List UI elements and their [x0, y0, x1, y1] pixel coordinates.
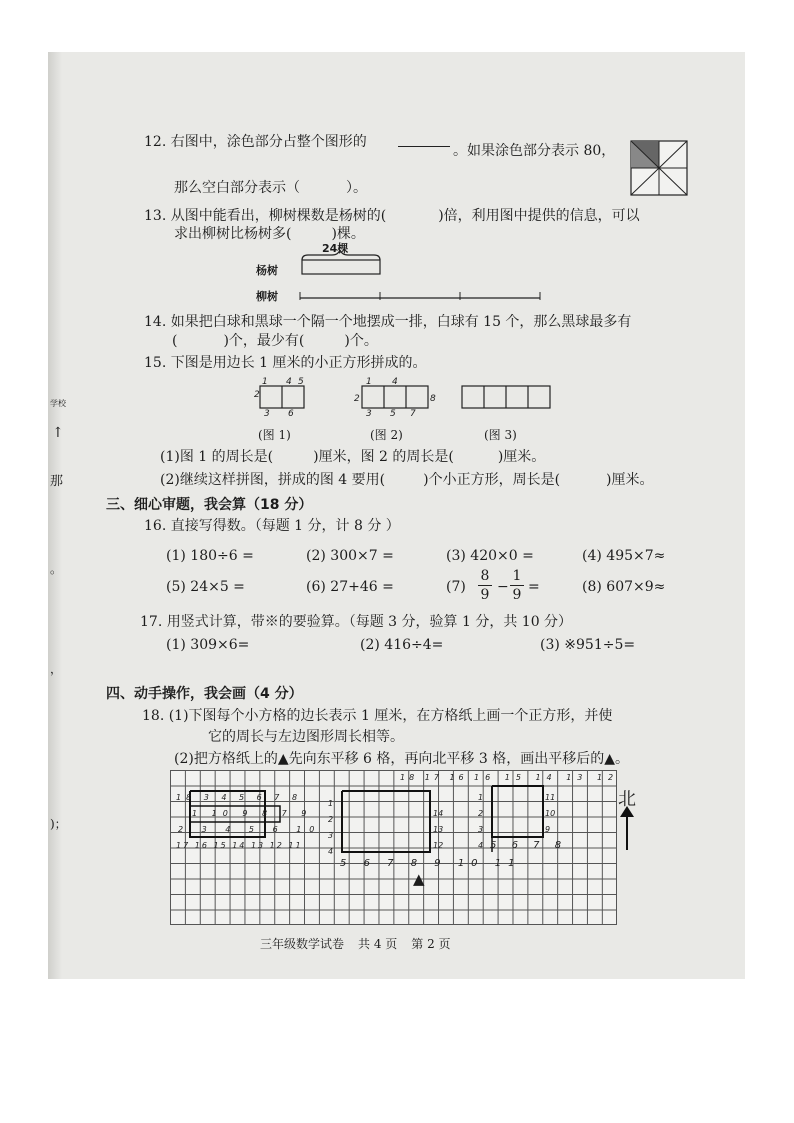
q12-fraction-blank[interactable]: [398, 133, 450, 161]
hw-gl-r3-4: 5: [248, 825, 263, 834]
hw-gm-left-2: 2: [328, 815, 334, 824]
hw-gm-bot-5: 9: [434, 858, 448, 869]
q13-text-2b: )棵。: [331, 226, 365, 242]
hw-gm-bot-7: 11: [494, 858, 522, 869]
q16-item-1: (1) 180÷6 =: [166, 548, 254, 564]
hw-gm-bot-4: 8: [410, 858, 425, 869]
hw-fig2-top-2: 4: [392, 377, 398, 387]
hw-fig2-top-1: 1: [366, 377, 372, 387]
hw-gl-r4-6: 12: [269, 841, 284, 850]
hw-grid-left-row1: [176, 793, 302, 802]
hw-gr-top-4: 13: [566, 773, 589, 782]
north-arrow-shaft: [626, 812, 628, 850]
side-mark-2: ，: [50, 662, 63, 676]
hw-gl-r2-1: 1: [192, 809, 204, 818]
triangle-marker[interactable]: ▲: [413, 870, 425, 888]
hw-grid-right-top: [474, 773, 619, 782]
hw-gr-bot-1: 5: [490, 840, 503, 851]
q13-text-2: 求出柳树比杨树多(: [174, 226, 292, 242]
q15-sub1-c: )厘米。: [497, 449, 546, 465]
hw-gr-left-4: 4: [478, 841, 484, 850]
hw-gl-r1-7: 8: [291, 793, 303, 802]
q16-item-8: (8) 607×9≈: [582, 579, 666, 595]
hw-gl-r1-4: 5: [239, 793, 250, 802]
footer-page: 第 2 页: [411, 937, 451, 951]
hw-fig1-bottom-2: 6: [288, 409, 294, 419]
q16-frac2-den: 9: [512, 587, 522, 603]
hw-fig1-top-2: 4: [286, 377, 292, 387]
q16-fraction-1: [478, 568, 492, 603]
section-4-heading: 四、动手操作，我会画（4 分）: [106, 686, 303, 702]
hw-fig2-bottom-2: 5: [390, 409, 396, 419]
section-3-heading: 三、细心审题，我会算（18 分）: [106, 497, 313, 513]
hw-gl-r4-7: 11: [288, 841, 303, 850]
hw-gl-r2-6: 9: [301, 809, 313, 818]
q14-text-1: 如果把白球和黑球一个隔一个地摆成一排，白球有 15 个，那么黑球最多有: [170, 314, 632, 330]
q13-line1: [144, 207, 640, 225]
hw-gl-r1-5: 6: [256, 793, 267, 802]
q14-text-2c: )个。: [344, 333, 378, 349]
q12-text-b: 。如果涂色部分表示 80，: [453, 143, 616, 159]
q16-fraction-2: [510, 568, 524, 603]
q16-frac1-bar: [478, 585, 492, 586]
hw-gr-top-1: 16: [474, 773, 497, 782]
hw-gr-top-5: 12: [596, 773, 620, 782]
hw-gr-left-3: 3: [478, 825, 484, 834]
q16-minus: −: [497, 579, 509, 595]
hw-gm-top-3: 16: [449, 773, 468, 782]
hw-gm-top-2: 17: [424, 773, 443, 782]
q16-line: [144, 517, 400, 535]
q12-text-a: 右图中，涂色部分占整个图形的: [170, 134, 367, 150]
hw-grid-right-left: [478, 790, 483, 854]
q16-item-4: (4) 495×7≈: [582, 548, 666, 564]
side-arrow: ↑: [52, 425, 64, 441]
q17-item-3: (3) ※951÷5=: [540, 637, 636, 653]
hw-gr-left-1: 1: [478, 793, 484, 802]
q12-number: 12.: [144, 134, 167, 150]
hw-grid-mid-right: [433, 806, 443, 854]
q16-item-3: (3) 420×0 =: [446, 548, 534, 564]
q18-text-1: (1)下图每个小方格的边长表示 1 厘米，在方格纸上画一个正方形，并使: [168, 708, 613, 724]
hw-gl-r4-5: 13: [250, 841, 266, 850]
hw-grid-mid-bottom: [340, 858, 521, 869]
q13-diagram: [296, 250, 556, 310]
q14-number: 14.: [144, 314, 167, 330]
hw-gm-bot-3: 7: [387, 858, 401, 869]
q15-sub2-c: )厘米。: [606, 472, 654, 488]
side-label-school: 学校: [50, 399, 66, 408]
q13-liu-label: 柳树: [256, 290, 278, 303]
q15-sub1: [160, 448, 545, 466]
hw-fig2-bottom-1: 3: [366, 409, 372, 419]
q15-sub1-b: )厘米，图 2 的周长是(: [313, 449, 454, 465]
hw-gr-right-2: 10: [545, 809, 556, 818]
hw-gr-bot-3: 7: [533, 840, 546, 851]
hw-gr-bot-2: 6: [511, 840, 524, 851]
hw-fig1-bottom-1: 3: [264, 409, 270, 419]
hw-gm-right-3: 12: [433, 841, 444, 850]
hw-fig2-bottom-3: 7: [410, 409, 416, 419]
q16-frac2-bar: [510, 585, 524, 586]
q12-text-d: ）。: [346, 180, 367, 196]
hw-gl-r1-2: 3: [203, 793, 214, 802]
north-label: 北: [618, 789, 636, 810]
hw-gl-r4-4: 14: [232, 841, 247, 850]
q16-frac1-num: 8: [480, 568, 490, 584]
q13-number: 13.: [144, 208, 167, 224]
q15-sub2-b: )个小正方形，周长是(: [423, 472, 561, 488]
hw-gr-right-3: 9: [545, 825, 551, 834]
q14-text-2b: )个，最少有(: [223, 333, 305, 349]
q15-sub2-a: (2)继续这样拼图，拼成的图 4 要用(: [160, 472, 386, 488]
hw-gr-top-3: 14: [535, 773, 558, 782]
hw-grid-right-bottom: [490, 840, 567, 851]
q15-fig2-caption: (图 2): [370, 428, 403, 442]
q15-fig3-caption: (图 3): [484, 428, 517, 442]
hw-gr-left-2: 2: [478, 809, 484, 818]
hw-gl-r4-2: 16: [194, 841, 209, 850]
hw-gl-r2-4: 8: [262, 809, 274, 818]
q12-figure: [630, 140, 688, 196]
q13-text-1: 从图中能看出，柳树棵数是杨树的(: [170, 208, 387, 224]
q17-item-1: (1) 309×6=: [166, 637, 250, 653]
q14-line1: [144, 313, 631, 331]
hw-grid-mid-top: [400, 773, 468, 782]
q15-text: 下图是用边长 1 厘米的小正方形拼成的。: [170, 355, 427, 371]
q18-number: 18.: [142, 708, 165, 724]
side-mark-1: 。: [50, 562, 63, 576]
q17-line: [140, 613, 572, 631]
q12-text-c: 那么空白部分表示（: [174, 180, 300, 196]
hw-gl-r3-6: 10: [296, 825, 323, 834]
hw-gr-right-1: 11: [545, 793, 556, 802]
hw-fig1-top-1: 1: [262, 377, 268, 387]
q13-yang-label: 杨树: [256, 264, 278, 277]
q16-frac2-num: 1: [512, 568, 522, 584]
q16-number: 16.: [144, 518, 167, 534]
q16-equals: =: [528, 579, 540, 595]
hw-gm-bot-2: 6: [363, 858, 377, 869]
hw-gl-r4-3: 15: [213, 841, 228, 850]
hw-grid-right-right: [545, 790, 555, 838]
page-footer: [260, 935, 465, 952]
side-mark-3: )；: [50, 817, 67, 831]
q18-text-3: (2)把方格纸上的▲先向东平移 6 格，再向北平移 3 格，画出平移后的▲。: [174, 751, 629, 767]
q17-text: 用竖式计算，带※的要验算。（每题 3 分，验算 1 分，共 10 分）: [166, 614, 573, 630]
q16-item-2: (2) 300×7 =: [306, 548, 394, 564]
hw-gm-bot-6: 10: [457, 858, 485, 869]
hw-gm-right-2: 13: [433, 825, 444, 834]
hw-gm-left-3: 3: [328, 831, 334, 840]
hw-gl-r1-6: 7: [274, 793, 285, 802]
page-edge-shadow: [48, 52, 62, 979]
q12-line2: [174, 178, 367, 197]
q15-sub1-a: (1)图 1 的周长是(: [160, 449, 274, 465]
hw-gl-r2-3: 9: [242, 809, 254, 818]
q16-text: 直接写得数。（每题 1 分，计 8 分 ）: [170, 518, 400, 534]
q14-paren-open: (: [172, 333, 178, 349]
hw-gl-r3-2: 3: [201, 825, 215, 834]
hw-fig1-top-3: 5: [298, 377, 304, 387]
hw-fig2-left: 2: [354, 394, 360, 404]
q15-sub2: [160, 471, 654, 489]
footer-title: 三年级数学试卷: [260, 937, 345, 951]
hw-grid-left-row4: [176, 841, 303, 850]
hw-gl-r3-3: 4: [225, 825, 239, 834]
q12-answer-blank[interactable]: [300, 178, 346, 192]
hw-gm-left-4: 4: [328, 847, 334, 856]
hw-fig1-left: 2: [254, 390, 260, 400]
hw-gl-r1-3: 4: [221, 793, 232, 802]
q16-item-5: (5) 24×5 =: [166, 579, 245, 595]
q15-line1: [144, 354, 427, 372]
hw-gl-r2-2: 10: [211, 809, 234, 818]
hw-grid-left-row2: [192, 809, 312, 818]
q12-line1: [144, 133, 367, 151]
hw-gl-r3-1: 2: [178, 825, 192, 834]
hw-gr-bot-4: 8: [554, 840, 568, 851]
footer-total: 共 4 页: [358, 937, 398, 951]
q13-brace-label: 24棵: [322, 242, 349, 255]
q17-number: 17.: [140, 614, 163, 630]
q16-item-7: (7): [446, 579, 466, 595]
q13-text-1b: )倍，利用图中提供的信息，可以: [438, 208, 640, 224]
q14-line2: [172, 332, 378, 350]
hw-gr-top-2: 15: [504, 773, 527, 782]
q17-item-2: (2) 416÷4=: [360, 637, 444, 653]
hw-gl-r3-5: 6: [272, 825, 286, 834]
hw-gl-r1-1: 18: [176, 793, 197, 802]
q15-fig1-caption: (图 1): [258, 428, 291, 442]
hw-grid-left-row3: [178, 825, 322, 834]
hw-gm-bot-1: 5: [340, 858, 354, 869]
q16-frac1-den: 9: [480, 587, 490, 603]
q16-item-6: (6) 27+46 =: [306, 579, 394, 595]
side-char: 那: [50, 474, 64, 489]
hw-gm-left-1: 1: [328, 799, 334, 808]
hw-gl-r4-1: 17: [176, 841, 191, 850]
hw-gm-top-1: 18: [400, 773, 419, 782]
hw-gm-right-1: 14: [433, 809, 444, 818]
q18-text-2: 它的周长与左边图形周长相等。: [208, 729, 404, 745]
hw-grid-mid-left: [328, 796, 333, 860]
hw-fig2-right: 8: [430, 394, 436, 404]
q15-number: 15.: [144, 355, 167, 371]
q18-line1: [142, 707, 612, 725]
hw-gl-r2-5: 7: [281, 809, 293, 818]
